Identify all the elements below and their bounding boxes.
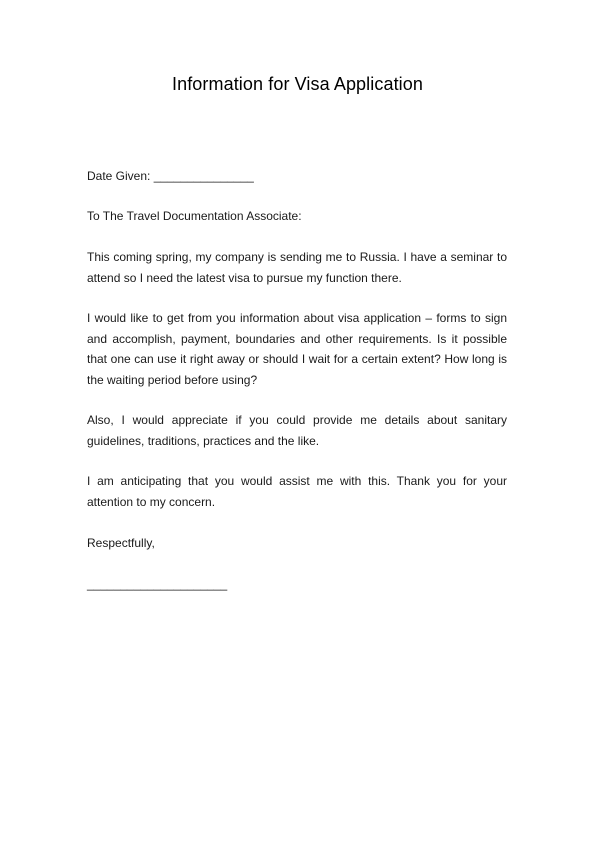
salutation: To The Travel Documentation Associate: bbox=[87, 209, 302, 223]
signature-line: _____________________ bbox=[87, 577, 228, 591]
paragraph-2: I would like to get from you information about visa application – forms to sign and accomplish, payment, boundaries and other requirements. Is it possible that one can use it right away or should I wait for a certain extent? How long is the waiting period before using? bbox=[87, 311, 507, 387]
date-line bbox=[87, 166, 507, 187]
closing: Respectfully, bbox=[87, 536, 155, 550]
paragraph-4: I am anticipating that you would assist me with this. Thank you for your attention to my concern. bbox=[87, 474, 507, 509]
document-title: Information for Visa Application bbox=[171, 74, 423, 94]
date-label: Date Given: bbox=[87, 169, 151, 183]
paragraph-1: This coming spring, my company is sending me to Russia. I have a seminar to attend so I need the latest visa to pursue my function there. bbox=[87, 250, 507, 285]
date-blank: _______________ bbox=[153, 169, 254, 183]
paragraph-3: Also, I would appreciate if you could provide me details about sanitary guidelines, traditions, practices and the like. bbox=[87, 413, 507, 448]
